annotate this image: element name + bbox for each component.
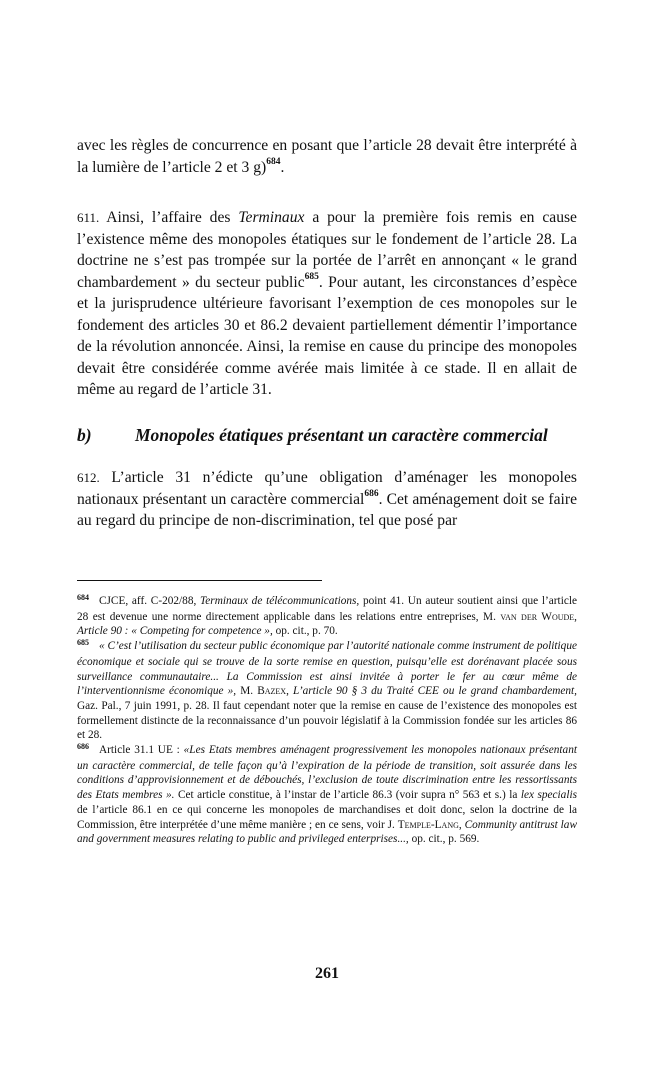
footnote-ref-686[interactable]: 686 [364,489,379,500]
paragraph-611: 611. Ainsi, l’affaire des Terminaux a pour la première fois remis en cause l’existence même des monopoles étatiques sur le fondement de l’article 28. La doctrine ne s’est pas trompée sur la portée de l’arrêt en annonçant « le grand chambardement » du secteur public$^{685}$. Pour autant, les circonstances d’espèce et la jurisprudence ultérieure favorisant l’exemption de ces monopoles sur le fondement des articles 30 et 86.2 devaient partiellement démentir l’importance de la révolution annoncée. Ainsi, la remise en cause du principe des monopoles devait être considérée comme avérée mais limitée à ce stade. Il en allait de même au regard de l’article 31. [77,209,577,398]
footnote-686: 686 Article 31.1 UE : «Les Etats membres aménagent progressivement les monopoles nationaux présentant un caractère commercial, de telle façon qu’à l’expiration de la période de transition, soit assurée dans les conditions d’approvisionnement et de débouchés, l’exclusion de toute discrimination entre les ressortissants des Etats membres ». Cet article constitue, à l’instar de l’article 86.3 (voir supra n° 563 et s.) la lex specialis de l’article 86.1 en ce qui concerne les monopoles de marchandises et doit donc, selon la doctrine de la Commission, être interprétée d’une même manière ; en ce sens, voir J. Temple-Lang, Community antitrust law and government measures relating to public and privileged enterprises..., op. cit., p. 569. [77,742,577,846]
footnote-separator [77,580,322,581]
footnote-ref-685[interactable]: 685 [304,272,319,283]
footnote-number: 684 [77,593,89,602]
footnote-number: 685 [77,638,89,648]
paragraph-number: 612. [77,470,100,485]
section-heading [77,425,577,446]
paragraph-continuation: avec les règles de concurrence en posant que l’article 28 devait être interprété à la lumière de l’article 2 et 3 g)$^{684}$. [77,137,577,176]
footnotes [77,594,577,847]
footnote-685: 685 « C’est l’utilisation du secteur public économique par l’autorité nationale comme instrument de politique économique et sociale qui se trouve de la sorte remise en question, puisqu’elle est dorénavant placée sous surveillance communautaire... La Commission est ainsi invitée à porter le fer au cœur même de l’interventionnisme économique », M. Bazex, L’article 90 § 3 du Traité CEE ou le grand chambardement, Gaz. Pal., 7 juin 1991, p. 28. Il faut cependant noter que la remise en cause de l’existence des monopoles est formellement distincte de la reconnaissance d’un pouvoir législatif à la Commission fondée sur les articles 86 et 28. [77,638,577,742]
paragraph-612: 612. L’article 31 n’édicte qu’une obligation d’aménager les monopoles nationaux présentant un caractère commercial$^{686}$. Cet aménagement doit se faire au regard du principe de non-discrimination, tel que posé par [77,469,577,529]
page-number: 261 [315,965,339,982]
footnote-684: 684 CJCE, aff. C-202/88, Terminaux de télécommunications, point 41. Un auteur soutient ainsi que l’article 28 est devenue une norme directement applicable dans les relations entre entreprises, M. van der Woude, Article 90 : « Competing for competence », op. cit., p. 70. [77,593,578,638]
footnote-ref-684[interactable]: 684 [266,157,281,168]
footnote-number: 686 [77,742,89,752]
section-title: Monopoles étatiques présentant un caractère commercial [135,425,548,445]
paragraph-number: 611. [77,210,100,225]
section-letter: b) [77,425,92,445]
